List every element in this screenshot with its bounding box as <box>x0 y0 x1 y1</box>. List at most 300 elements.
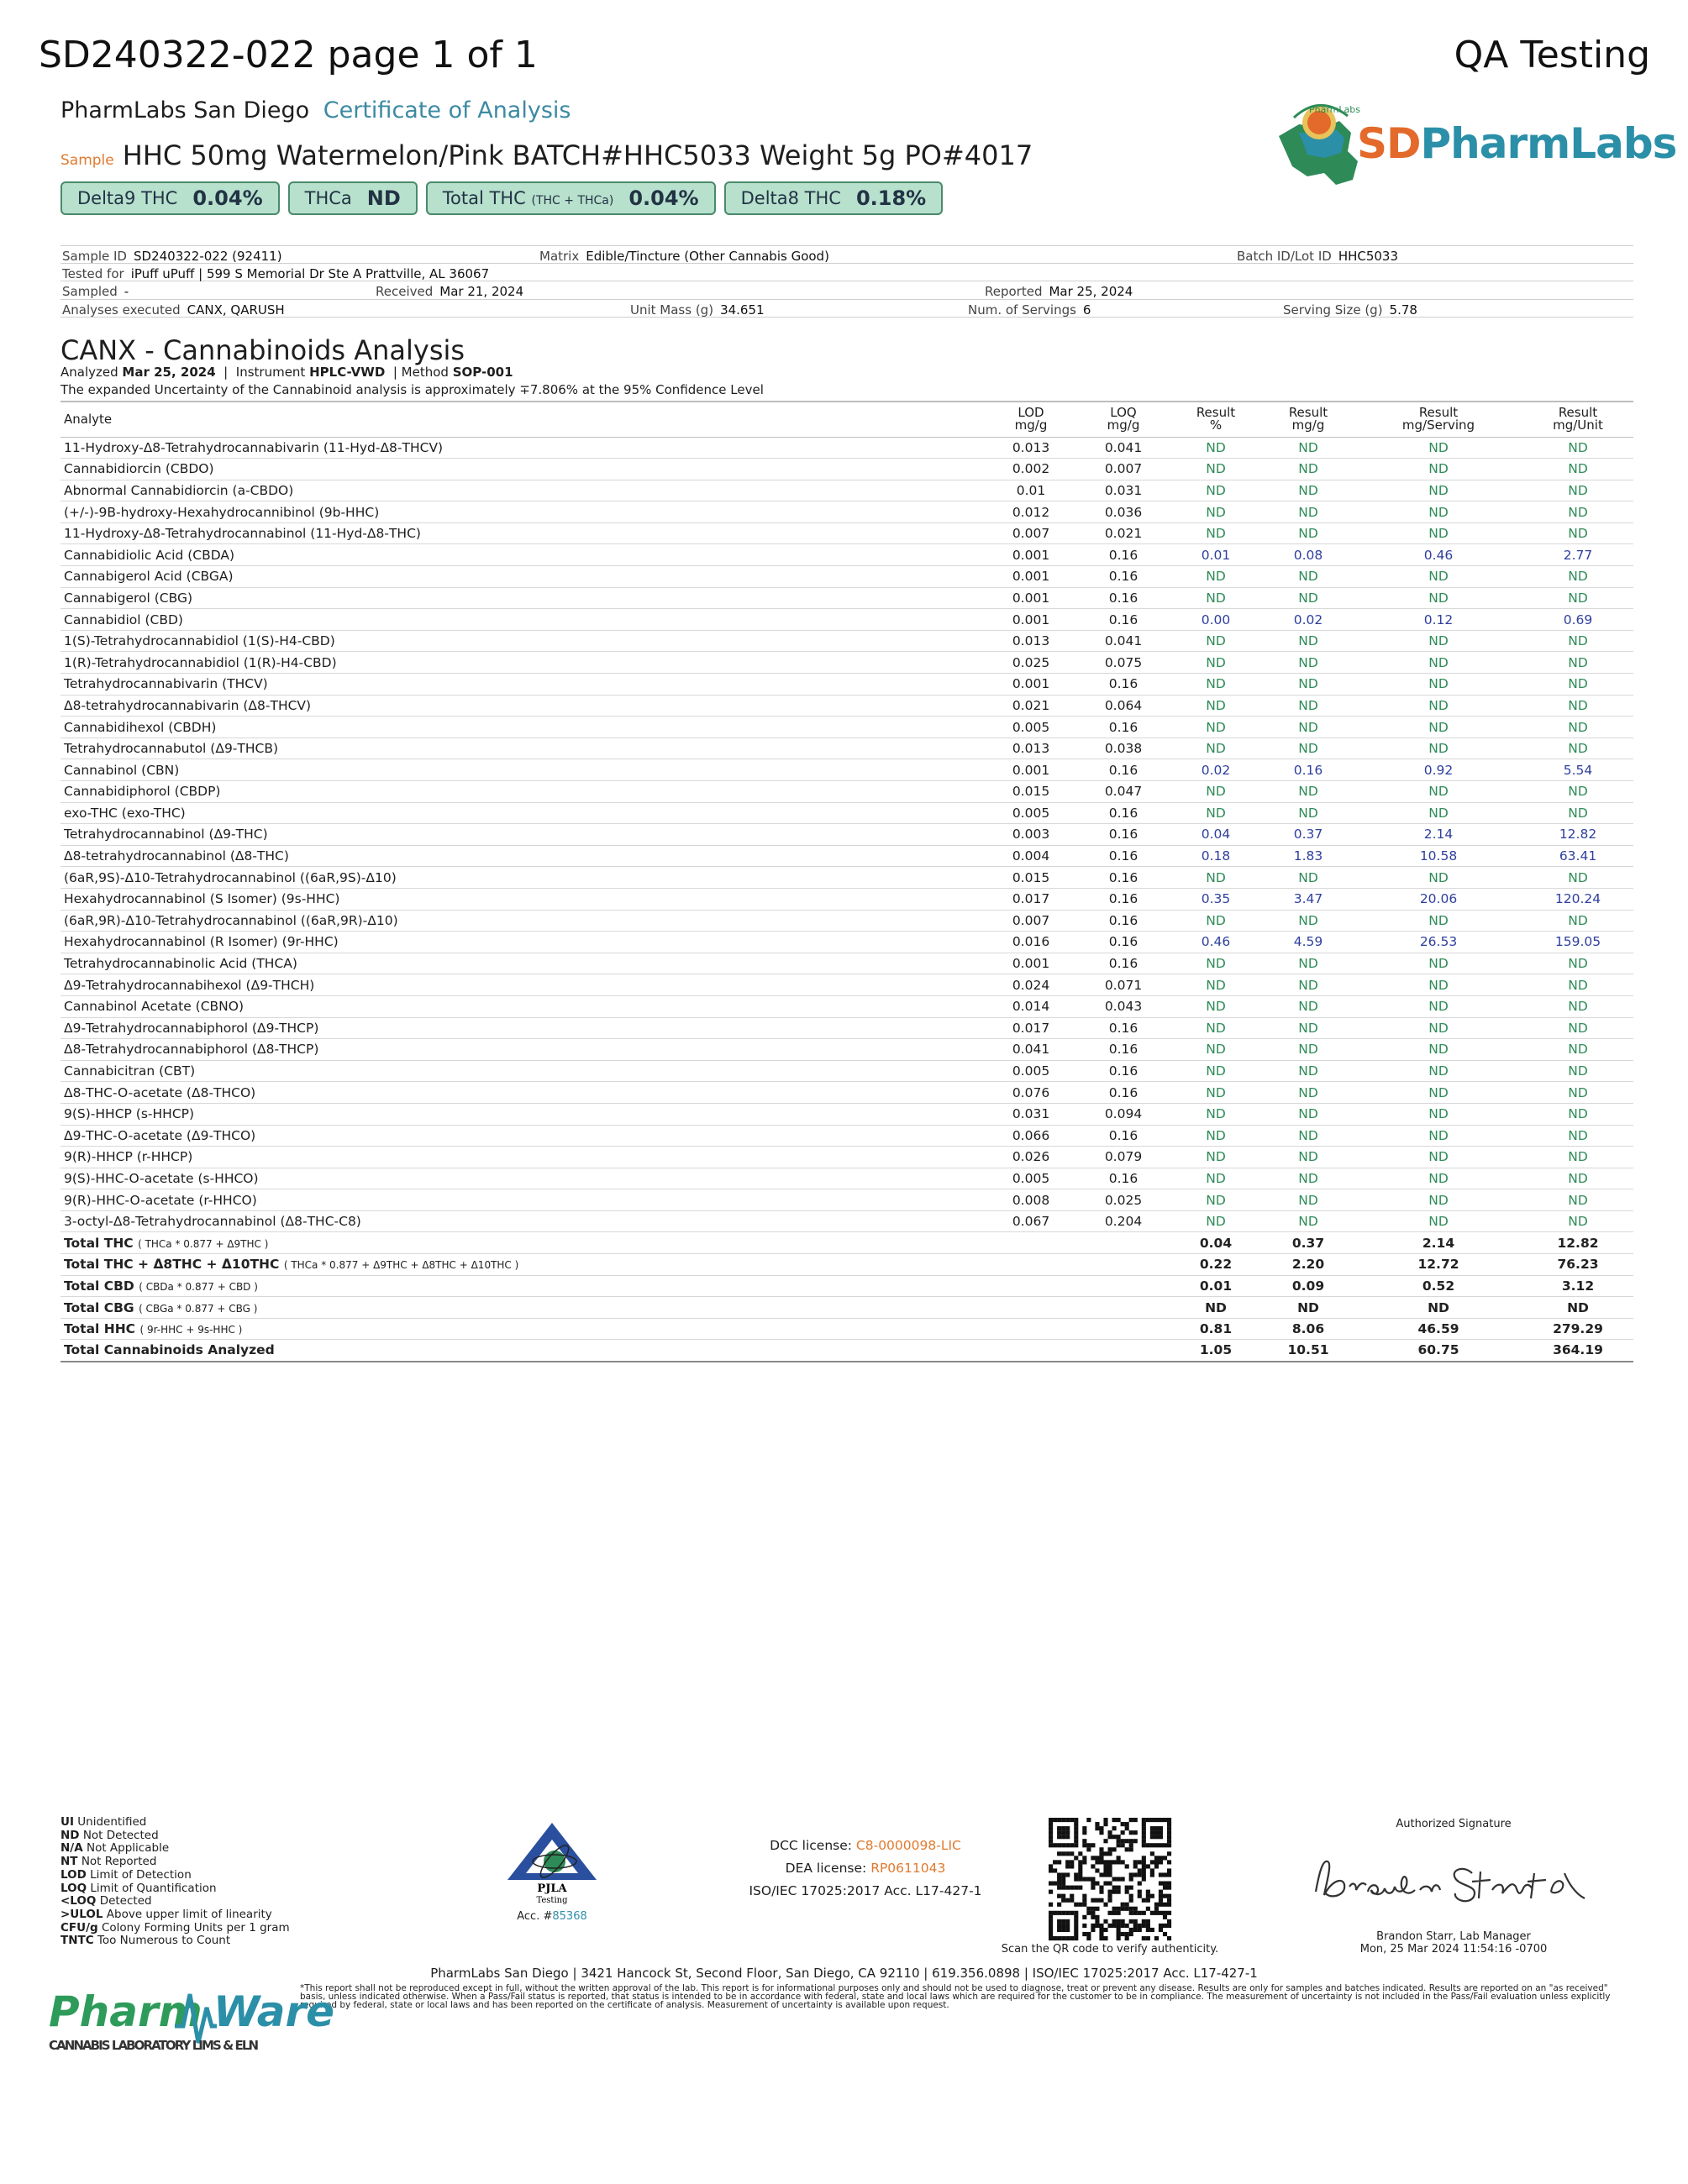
total-value: 0.37 <box>1262 1232 1354 1254</box>
iso-accreditation: ISO/IEC 17025:2017 Acc. L17-427-1 <box>749 1883 982 1898</box>
serving-size: 5.78 <box>1389 302 1417 318</box>
table-row <box>60 1103 1633 1125</box>
table-row <box>60 932 1633 953</box>
result-cell: 0.92 <box>1354 759 1522 781</box>
svg-text:CANNABIS LABORATORY LIMS & ELN: CANNABIS LABORATORY LIMS & ELN <box>49 2038 259 2053</box>
total-row <box>60 1275 1633 1297</box>
analyte-name: 9(R)-HHC-O-acetate (r-HHCO) <box>60 1189 985 1211</box>
result-cell: ND <box>1522 953 1633 974</box>
analyte-name: (6aR,9S)-Δ10-Tetrahydrocannabinol ((6aR,9S)-Δ10) <box>60 867 985 889</box>
analyte-name: 9(S)-HHC-O-acetate (s-HHCO) <box>60 1168 985 1189</box>
result-cell: 0.001 <box>985 587 1077 609</box>
result-cell: 0.46 <box>1170 932 1262 953</box>
result-cell: 0.025 <box>1077 1189 1170 1211</box>
svg-text:Testing: Testing <box>536 1896 568 1905</box>
result-cell: ND <box>1262 695 1354 717</box>
svg-text:Ware: Ware <box>213 1987 335 2036</box>
received-date: Mar 21, 2024 <box>439 284 524 299</box>
result-cell: ND <box>1354 953 1522 974</box>
result-cell: 1.83 <box>1262 845 1354 867</box>
result-cell: ND <box>1522 1189 1633 1211</box>
total-value: 0.52 <box>1354 1275 1522 1297</box>
result-cell: 63.41 <box>1522 845 1633 867</box>
result-cell: 0.001 <box>985 566 1077 588</box>
legend-item: CFU/g Colony Forming Units per 1 gram <box>60 1920 290 1935</box>
total-value: 12.82 <box>1522 1232 1633 1254</box>
result-cell: 0.036 <box>1077 501 1170 523</box>
analyte-name: Cannabinol (CBN) <box>60 759 985 781</box>
analyte-name: Cannabinol Acetate (CBNO) <box>60 995 985 1017</box>
result-cell: ND <box>1522 1168 1633 1189</box>
legend-item: <LOQ Detected <box>60 1894 152 1908</box>
result-cell: 0.014 <box>985 995 1077 1017</box>
table-header <box>60 402 1633 437</box>
result-cell: ND <box>1354 522 1522 544</box>
signer-name: Brandon Starr, Lab Manager <box>1376 1930 1531 1943</box>
result-cell: ND <box>1522 587 1633 609</box>
result-cell: ND <box>1262 717 1354 738</box>
result-cell: ND <box>1522 1017 1633 1039</box>
analyte-name: Cannabigerol Acid (CBGA) <box>60 566 985 588</box>
col-result-serving: Result mg/Serving <box>1354 402 1522 437</box>
table-row <box>60 609 1633 631</box>
result-cell: 0.025 <box>985 652 1077 674</box>
result-cell: 5.54 <box>1522 759 1633 781</box>
pill-thca <box>288 181 418 215</box>
footer-disclaimer: *This report shall not be reproduced except in full, without the written approval of the lab. This report is for informational purposes only and should not be used to diagnose, treat or prevent any disease. Results are only for samples and batches indicated. Results are reported on an "as received" basis, unless indicated otherwise. When a Pass/Fail status is reported, that status is intended to be in accordance with federal, state and local laws which are required for the customer to be in compliance. The measurement of uncertainty is not included in the Pass/Fail evaluation unless explicitly required by federal, state or local laws and has been reported on the certificate of analysis. Measurement of uncertainty is available upon request. <box>300 1983 1611 2010</box>
result-cell: ND <box>1522 630 1633 652</box>
qr-code-icon[interactable] <box>1049 1818 1171 1940</box>
analyte-name: Cannabidiphorol (CBDP) <box>60 781 985 803</box>
result-cell: ND <box>1522 1210 1633 1232</box>
result-cell: ND <box>1522 1060 1633 1082</box>
total-value: ND <box>1170 1297 1262 1319</box>
result-cell: 0.041 <box>985 1039 1077 1061</box>
result-cell: 0.16 <box>1077 888 1170 910</box>
result-cell: 0.16 <box>1077 932 1170 953</box>
table-row <box>60 867 1633 889</box>
signature-datetime: Mon, 25 Mar 2024 11:54:16 -0700 <box>1359 1943 1548 1956</box>
result-cell: 0.16 <box>1077 674 1170 696</box>
qr-caption: Scan the QR code to verify authenticity. <box>1001 1943 1219 1956</box>
empty-cell <box>1077 1318 1170 1340</box>
page-header <box>39 34 1650 76</box>
table-row <box>60 1189 1633 1211</box>
result-cell: ND <box>1170 501 1262 523</box>
analysis-info: Analyzed Mar 25, 2024 | Instrument HPLC-VWD | Method SOP-001 <box>60 365 513 380</box>
result-cell: ND <box>1354 867 1522 889</box>
result-cell: 0.031 <box>1077 480 1170 501</box>
meta-row: Tested for iPuff uPuff | 599 S Memorial Dr Ste A Prattville, AL 36067 <box>60 264 1633 282</box>
col-loq: LOQ mg/g <box>1077 402 1170 437</box>
result-cell: 120.24 <box>1522 888 1633 910</box>
result-cell: 0.001 <box>985 759 1077 781</box>
meta-row: Sampled - Received Mar 21, 2024 Reported Mar 25, 2024 <box>60 281 1633 300</box>
table-row <box>60 781 1633 803</box>
result-cell: ND <box>1354 910 1522 932</box>
result-cell: ND <box>1262 630 1354 652</box>
handwritten-signature-icon <box>1307 1848 1593 1915</box>
result-cell: ND <box>1170 437 1262 459</box>
pill-value: 0.04% <box>192 186 263 210</box>
analyte-name: Cannabicitran (CBT) <box>60 1060 985 1082</box>
pill-label: Delta9 THC <box>77 188 178 208</box>
result-cell: ND <box>1262 802 1354 824</box>
result-cell: ND <box>1354 1082 1522 1104</box>
result-cell: ND <box>1522 1125 1633 1147</box>
legend-item: >ULOL Above upper limit of linearity <box>60 1907 272 1921</box>
result-cell: 26.53 <box>1354 932 1522 953</box>
total-row <box>60 1340 1633 1362</box>
analyte-name: Hexahydrocannabinol (S Isomer) (9s-HHC) <box>60 888 985 910</box>
total-value: 2.14 <box>1354 1232 1522 1254</box>
result-cell: ND <box>1354 501 1522 523</box>
result-cell: ND <box>1262 1017 1354 1039</box>
table-row <box>60 759 1633 781</box>
result-cell: 0.064 <box>1077 695 1170 717</box>
empty-cell <box>985 1275 1077 1297</box>
pjla-logo-icon <box>502 1821 602 1905</box>
result-cell: 0.16 <box>1077 845 1170 867</box>
result-cell: ND <box>1522 695 1633 717</box>
legend-item: LOD Limit of Detection <box>60 1867 192 1882</box>
pill-label: THCa <box>304 188 352 208</box>
result-cell: ND <box>1262 501 1354 523</box>
result-cell: 0.001 <box>985 674 1077 696</box>
result-cell: ND <box>1354 974 1522 996</box>
total-value: ND <box>1522 1297 1633 1319</box>
result-cell: ND <box>1262 867 1354 889</box>
analyte-name: 11-Hydroxy-Δ8-Tetrahydrocannabivarin (11-Hyd-Δ8-THCV) <box>60 437 985 459</box>
analyte-name: 9(R)-HHCP (r-HHCP) <box>60 1147 985 1168</box>
result-cell: 0.013 <box>985 738 1077 759</box>
analyte-name: exo-THC (exo-THC) <box>60 802 985 824</box>
results-table <box>60 401 1633 1362</box>
result-cell: ND <box>1354 630 1522 652</box>
sample-meta <box>60 245 1633 318</box>
result-cell: ND <box>1354 802 1522 824</box>
result-cell: ND <box>1522 867 1633 889</box>
analyte-name: 1(S)-Tetrahydrocannabidiol (1(S)-H4-CBD) <box>60 630 985 652</box>
table-row <box>60 1060 1633 1082</box>
table-row <box>60 630 1633 652</box>
result-cell: ND <box>1522 522 1633 544</box>
result-cell: ND <box>1170 738 1262 759</box>
result-cell: ND <box>1354 674 1522 696</box>
table-row <box>60 1082 1633 1104</box>
result-cell: ND <box>1522 1039 1633 1061</box>
result-cell: 0.16 <box>1077 802 1170 824</box>
table-row <box>60 501 1633 523</box>
table-row <box>60 1147 1633 1168</box>
result-cell: ND <box>1354 459 1522 480</box>
lab-name: PharmLabs San Diego <box>60 97 310 123</box>
result-cell: ND <box>1170 995 1262 1017</box>
result-cell: ND <box>1170 1060 1262 1082</box>
unit-mass: 34.651 <box>720 302 765 318</box>
pill-value: 0.04% <box>628 186 699 210</box>
result-cell: ND <box>1354 566 1522 588</box>
analyte-name: 9(S)-HHCP (s-HHCP) <box>60 1103 985 1125</box>
analyte-name: Abnormal Cannabidiorcin (a-CBDO) <box>60 480 985 501</box>
analyte-name: Δ8-THC-O-acetate (Δ8-THCO) <box>60 1082 985 1104</box>
result-cell: ND <box>1262 1060 1354 1082</box>
result-cell: ND <box>1170 1103 1262 1125</box>
result-cell: ND <box>1170 1082 1262 1104</box>
result-cell: 0.16 <box>1077 1017 1170 1039</box>
total-value: 60.75 <box>1354 1340 1522 1362</box>
result-cell: ND <box>1522 781 1633 803</box>
result-cell: 2.14 <box>1354 824 1522 846</box>
table-row <box>60 974 1633 996</box>
analyte-name: Tetrahydrocannabinolic Acid (THCA) <box>60 953 985 974</box>
table-row <box>60 459 1633 480</box>
result-cell: ND <box>1522 566 1633 588</box>
result-cell: ND <box>1170 1017 1262 1039</box>
result-cell: ND <box>1170 953 1262 974</box>
analyte-name: Cannabidiolic Acid (CBDA) <box>60 544 985 566</box>
result-cell: 0.16 <box>1077 609 1170 631</box>
result-cell: ND <box>1522 717 1633 738</box>
result-cell: 0.16 <box>1077 1168 1170 1189</box>
col-lod: LOD mg/g <box>985 402 1077 437</box>
result-cell: 0.066 <box>985 1125 1077 1147</box>
col-result-unit: Result mg/Unit <box>1522 402 1633 437</box>
result-cell: ND <box>1354 717 1522 738</box>
result-cell: ND <box>1354 1039 1522 1061</box>
result-cell: ND <box>1262 459 1354 480</box>
table-row <box>60 480 1633 501</box>
table-row <box>60 995 1633 1017</box>
sample-line <box>60 139 1033 171</box>
total-value: 3.12 <box>1522 1275 1633 1297</box>
total-row <box>60 1254 1633 1276</box>
table-row <box>60 1210 1633 1232</box>
result-cell: ND <box>1170 1189 1262 1211</box>
table-row <box>60 824 1633 846</box>
result-cell: 3.47 <box>1262 888 1354 910</box>
result-cell: ND <box>1354 1168 1522 1189</box>
total-value: 2.20 <box>1262 1254 1354 1276</box>
result-cell: ND <box>1522 1147 1633 1168</box>
total-value: 1.05 <box>1170 1340 1262 1362</box>
analyte-name: Tetrahydrocannabinol (Δ9-THC) <box>60 824 985 846</box>
table-row <box>60 717 1633 738</box>
result-cell: ND <box>1170 717 1262 738</box>
analyte-name: Tetrahydrocannabivarin (THCV) <box>60 674 985 696</box>
analyte-name: Cannabigerol (CBG) <box>60 587 985 609</box>
summary-pills <box>60 181 943 215</box>
svg-text:Pharm: Pharm <box>49 1987 202 2036</box>
result-cell: 2.77 <box>1522 544 1633 566</box>
uncertainty-note: The expanded Uncertainty of the Cannabinoid analysis is approximately ∓7.806% at the 95% Confidence Level <box>60 382 764 397</box>
total-name: Total Cannabinoids Analyzed <box>60 1340 985 1362</box>
result-cell: ND <box>1170 1168 1262 1189</box>
pill-sub: (THC + THCa) <box>531 194 614 207</box>
pill-delta8-thc <box>724 181 944 215</box>
result-cell: 0.16 <box>1077 587 1170 609</box>
table-row <box>60 738 1633 759</box>
result-cell: 0.071 <box>1077 974 1170 996</box>
result-cell: 0.16 <box>1077 759 1170 781</box>
empty-cell <box>1077 1297 1170 1319</box>
table-row <box>60 544 1633 566</box>
result-cell: ND <box>1522 652 1633 674</box>
empty-cell <box>985 1254 1077 1276</box>
result-cell: ND <box>1262 974 1354 996</box>
svg-text:PharmLabs: PharmLabs <box>1309 104 1360 115</box>
result-cell: 0.079 <box>1077 1147 1170 1168</box>
result-cell: 0.075 <box>1077 652 1170 674</box>
result-cell: ND <box>1522 974 1633 996</box>
total-row <box>60 1297 1633 1319</box>
total-value: 76.23 <box>1522 1254 1633 1276</box>
analyte-name: 3-octyl-Δ8-Tetrahydrocannabinol (Δ8-THC-C8) <box>60 1210 985 1232</box>
empty-cell <box>1077 1340 1170 1362</box>
analyte-name: Δ8-tetrahydrocannabinol (Δ8-THC) <box>60 845 985 867</box>
table-row <box>60 910 1633 932</box>
result-cell: 0.37 <box>1262 824 1354 846</box>
total-value: ND <box>1354 1297 1522 1319</box>
result-cell: 0.016 <box>985 932 1077 953</box>
result-cell: 0.012 <box>985 501 1077 523</box>
result-cell: ND <box>1522 1082 1633 1104</box>
result-cell: ND <box>1522 501 1633 523</box>
result-cell: 12.82 <box>1522 824 1633 846</box>
result-cell: ND <box>1262 781 1354 803</box>
result-cell: 0.16 <box>1077 717 1170 738</box>
result-cell: 0.00 <box>1170 609 1262 631</box>
result-cell: 0.204 <box>1077 1210 1170 1232</box>
table-row <box>60 802 1633 824</box>
reported-date: Mar 25, 2024 <box>1049 284 1133 299</box>
result-cell: ND <box>1170 566 1262 588</box>
signature-label: Authorized Signature <box>1396 1818 1512 1830</box>
result-cell: 0.04 <box>1170 824 1262 846</box>
result-cell: 0.043 <box>1077 995 1170 1017</box>
result-cell: ND <box>1170 480 1262 501</box>
result-cell: 0.008 <box>985 1189 1077 1211</box>
result-cell: 0.02 <box>1262 609 1354 631</box>
result-cell: ND <box>1170 1125 1262 1147</box>
report-id: SD240322-022 page 1 of 1 <box>39 34 538 76</box>
result-cell: 0.16 <box>1077 867 1170 889</box>
result-cell: 0.024 <box>985 974 1077 996</box>
sdpharmlabs-wordmark: SDPharmLabs <box>1357 119 1677 168</box>
total-value: 279.29 <box>1522 1318 1633 1340</box>
result-cell: ND <box>1262 1147 1354 1168</box>
total-row <box>60 1232 1633 1254</box>
result-cell: 0.005 <box>985 717 1077 738</box>
result-cell: ND <box>1262 437 1354 459</box>
result-cell: ND <box>1262 1103 1354 1125</box>
total-value: 364.19 <box>1522 1340 1633 1362</box>
result-cell: 0.46 <box>1354 544 1522 566</box>
analyte-name: Hexahydrocannabinol (R Isomer) (9r-HHC) <box>60 932 985 953</box>
result-cell: 0.076 <box>985 1082 1077 1104</box>
servings: 6 <box>1082 302 1091 318</box>
result-cell: 0.002 <box>985 459 1077 480</box>
table-row <box>60 1039 1633 1061</box>
result-cell: ND <box>1262 738 1354 759</box>
empty-cell <box>985 1297 1077 1319</box>
col-analyte: Analyte <box>60 402 985 437</box>
result-cell: 0.013 <box>985 630 1077 652</box>
result-cell: 0.16 <box>1077 1039 1170 1061</box>
result-cell: 159.05 <box>1522 932 1633 953</box>
total-name: Total THC + Δ8THC + Δ10THC ( THCa * 0.877 + Δ9THC + Δ8THC + Δ10THC ) <box>60 1254 985 1276</box>
table-row <box>60 674 1633 696</box>
analyte-name: Cannabidihexol (CBDH) <box>60 717 985 738</box>
result-cell: 0.001 <box>985 544 1077 566</box>
total-value: 0.81 <box>1170 1318 1262 1340</box>
table-row <box>60 587 1633 609</box>
total-value: 12.72 <box>1354 1254 1522 1276</box>
result-cell: ND <box>1354 1103 1522 1125</box>
analyte-name: (6aR,9R)-Δ10-Tetrahydrocannabinol ((6aR,9R)-Δ10) <box>60 910 985 932</box>
section-title: CANX - Cannabinoids Analysis <box>60 334 465 366</box>
result-cell: 0.026 <box>985 1147 1077 1168</box>
result-cell: ND <box>1262 1125 1354 1147</box>
result-cell: ND <box>1354 1017 1522 1039</box>
table-row <box>60 1168 1633 1189</box>
empty-cell <box>985 1318 1077 1340</box>
table-row <box>60 888 1633 910</box>
result-cell: 0.005 <box>985 1168 1077 1189</box>
total-name: Total CBG ( CBGa * 0.877 + CBG ) <box>60 1297 985 1319</box>
analyte-name: Δ9-Tetrahydrocannabiphorol (Δ9-THCP) <box>60 1017 985 1039</box>
analyses: CANX, QARUSH <box>187 302 285 318</box>
pjla-acc: Acc. #85368 <box>517 1910 587 1923</box>
legend-item: TNTC Too Numerous to Count <box>60 1934 231 1948</box>
analyte-name: (+/-)-9B-hydroxy-Hexahydrocannibinol (9b-HHC) <box>60 501 985 523</box>
sample-title: HHC 50mg Watermelon/Pink BATCH#HHC5033 Weight 5g PO#4017 <box>122 139 1033 171</box>
result-cell: 0.013 <box>985 437 1077 459</box>
table-row <box>60 1125 1633 1147</box>
result-cell: 0.017 <box>985 888 1077 910</box>
total-value: 0.22 <box>1170 1254 1262 1276</box>
result-cell: ND <box>1170 867 1262 889</box>
result-cell: 0.007 <box>1077 459 1170 480</box>
result-cell: 0.16 <box>1077 824 1170 846</box>
result-cell: 0.005 <box>985 1060 1077 1082</box>
result-cell: ND <box>1522 910 1633 932</box>
result-cell: ND <box>1262 1039 1354 1061</box>
result-cell: ND <box>1170 1039 1262 1061</box>
result-cell: 0.015 <box>985 867 1077 889</box>
legend-item: UI Unidentified <box>60 1815 147 1829</box>
result-cell: ND <box>1354 1189 1522 1211</box>
table-row <box>60 566 1633 588</box>
empty-cell <box>985 1232 1077 1254</box>
empty-cell <box>1077 1275 1170 1297</box>
total-name: Total THC ( THCa * 0.877 + Δ9THC ) <box>60 1232 985 1254</box>
result-cell: 0.001 <box>985 953 1077 974</box>
result-cell: ND <box>1170 522 1262 544</box>
result-cell: ND <box>1522 437 1633 459</box>
analyte-name: Cannabidiol (CBD) <box>60 609 985 631</box>
result-cell: ND <box>1170 587 1262 609</box>
result-cell: ND <box>1170 1210 1262 1232</box>
table-row <box>60 522 1633 544</box>
result-cell: ND <box>1262 1082 1354 1104</box>
result-cell: ND <box>1170 974 1262 996</box>
total-name: Total CBD ( CBDa * 0.877 + CBD ) <box>60 1275 985 1297</box>
meta-row: Sample ID SD240322-022 (92411) Matrix Edible/Tincture (Other Cannabis Good) Batch ID/Lot ID HHC5033 <box>60 245 1633 264</box>
result-cell: 0.007 <box>985 910 1077 932</box>
result-cell: 0.047 <box>1077 781 1170 803</box>
result-cell: ND <box>1262 522 1354 544</box>
